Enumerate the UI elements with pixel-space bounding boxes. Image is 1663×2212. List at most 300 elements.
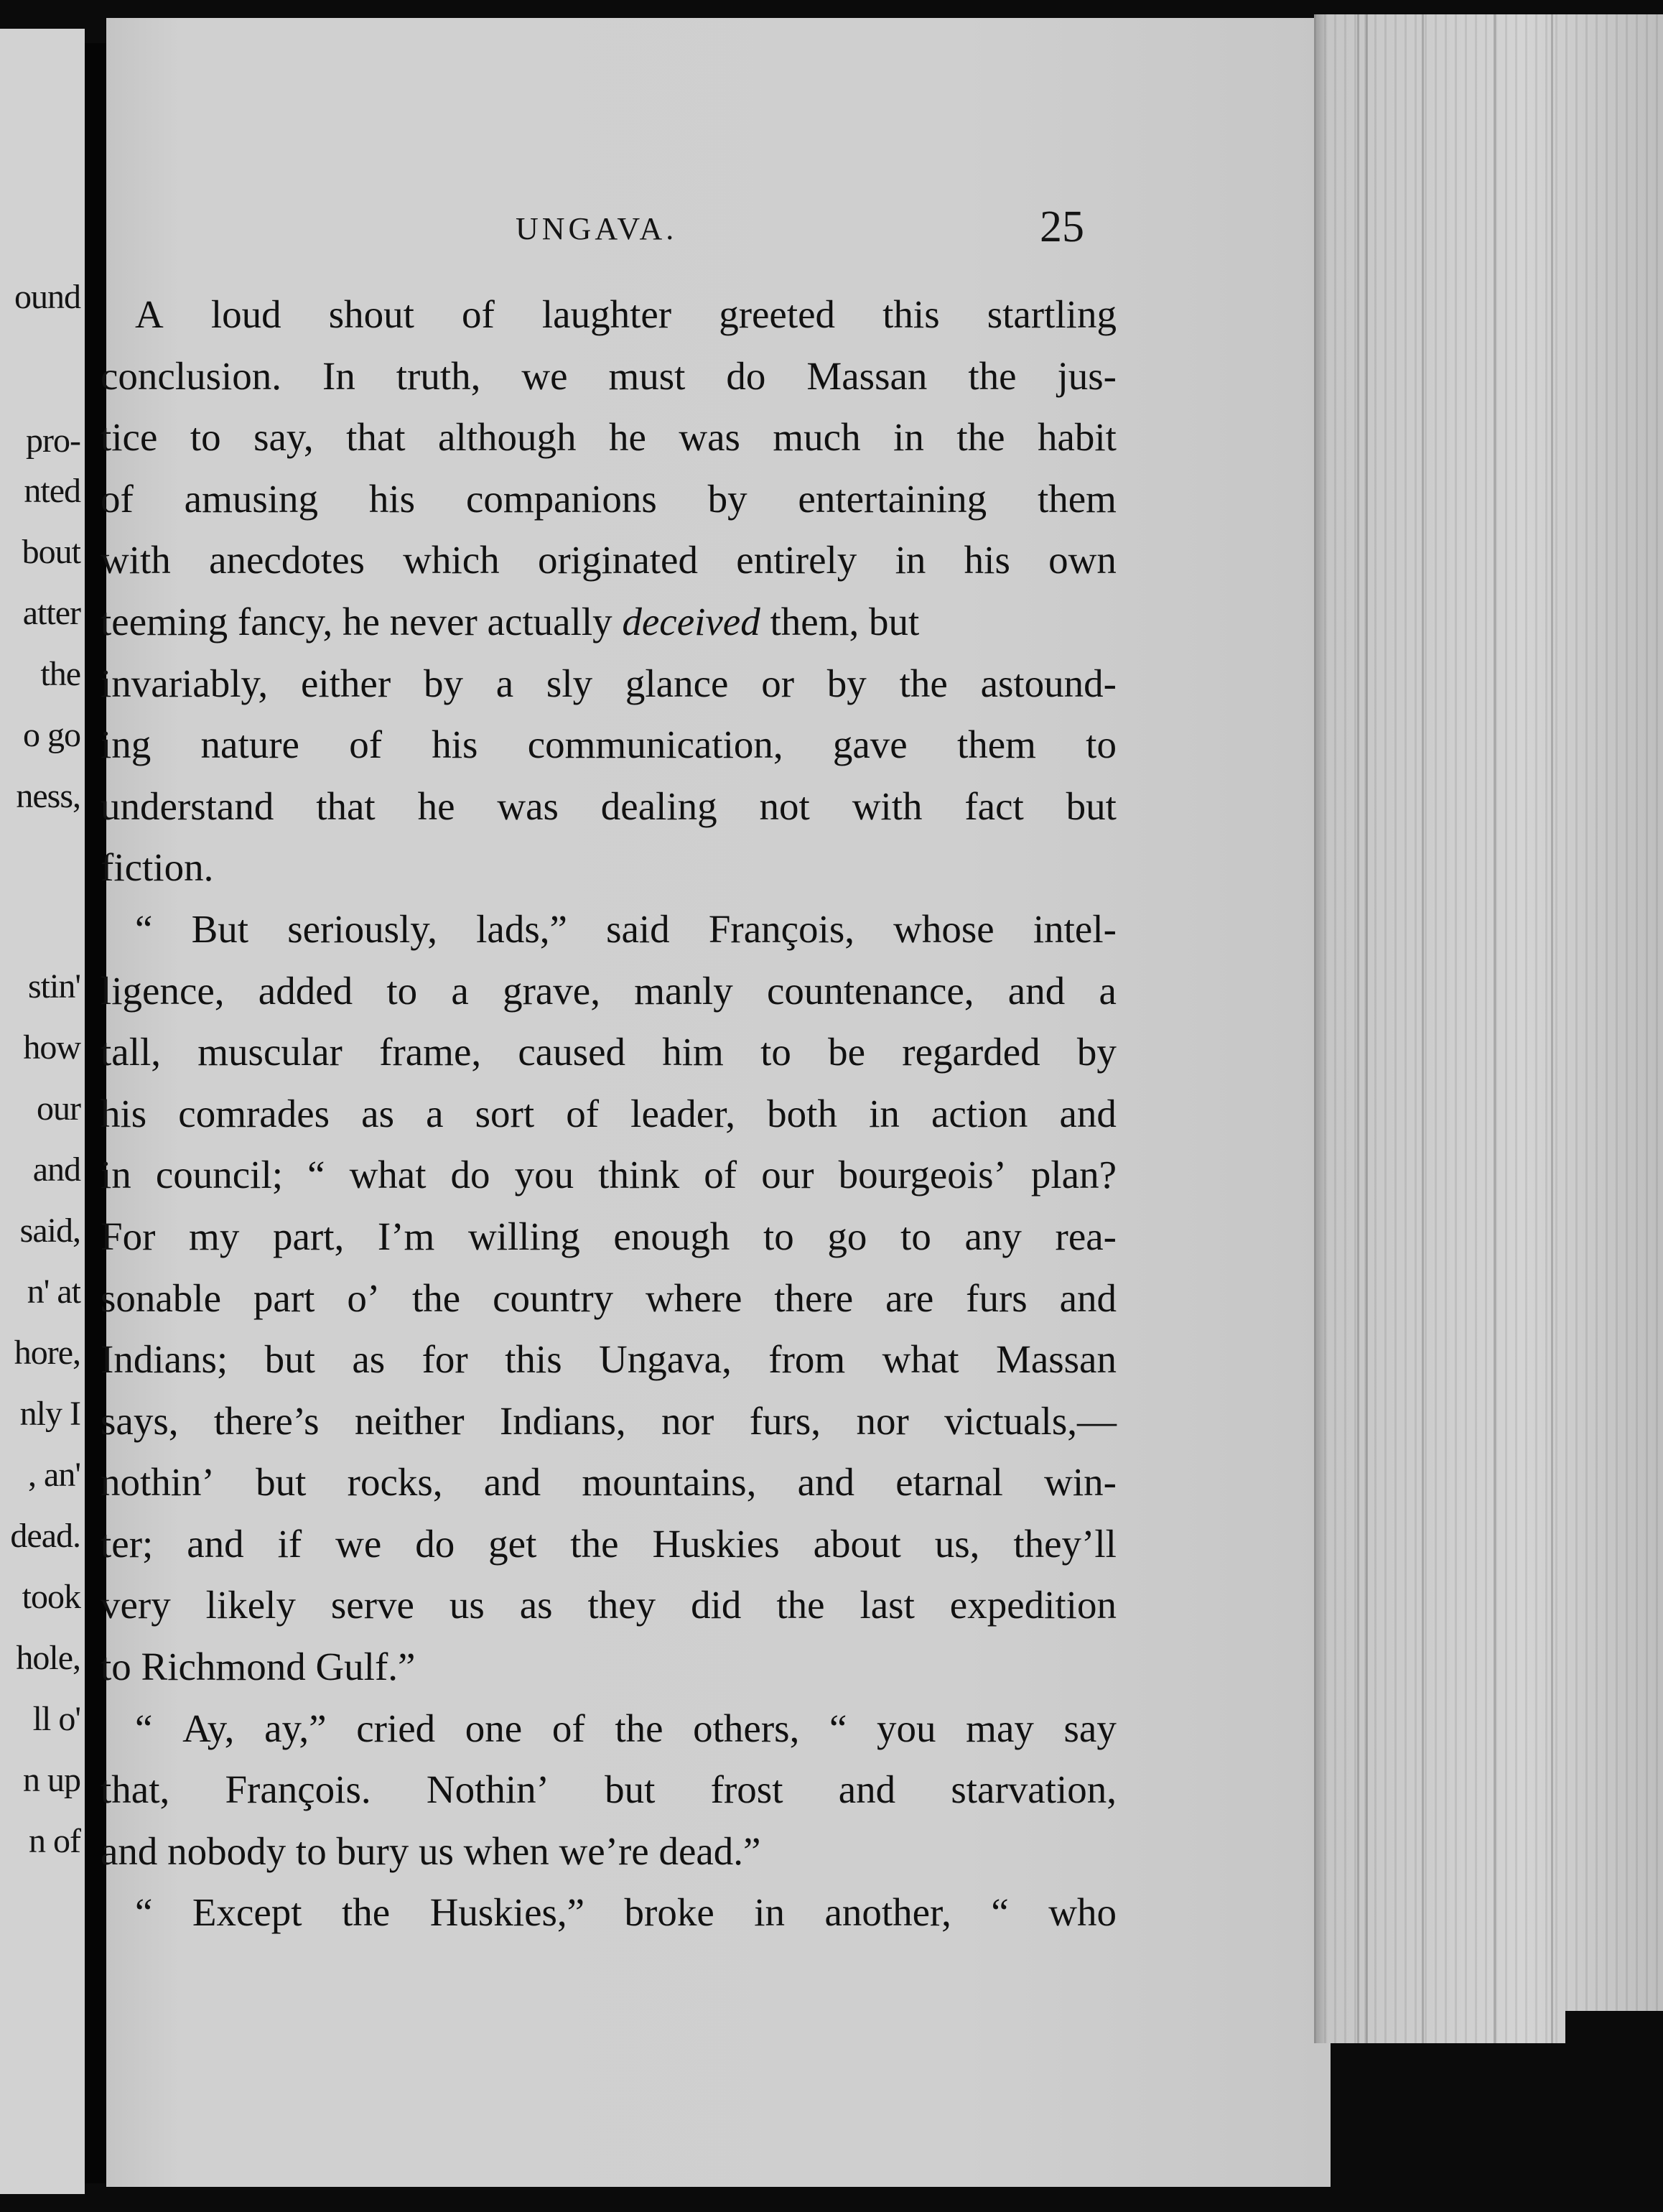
- word: furs,: [749, 1398, 821, 1443]
- word: Indians;: [101, 1337, 228, 1382]
- word: likely: [205, 1583, 296, 1627]
- text-content: fiction.: [101, 845, 214, 890]
- word: cried: [356, 1706, 436, 1750]
- word: sly: [546, 661, 593, 705]
- word: this: [505, 1337, 562, 1382]
- text-content: [101, 776, 1117, 837]
- word: broke: [624, 1890, 714, 1935]
- word: in: [895, 538, 926, 582]
- previous-page-fragment: dead.: [10, 1517, 80, 1555]
- word: In: [322, 353, 355, 398]
- word: rea-: [1055, 1214, 1117, 1258]
- text-content: [135, 1882, 1117, 1943]
- word: our: [761, 1153, 814, 1197]
- word: he: [417, 784, 455, 828]
- word: the: [342, 1890, 391, 1935]
- word: anecdotes: [209, 538, 365, 582]
- word: says,: [101, 1398, 179, 1443]
- text-line: [101, 1329, 1117, 1390]
- word: understand: [101, 784, 274, 828]
- word: action: [931, 1091, 1028, 1135]
- word: that: [346, 415, 406, 460]
- word: others,: [693, 1706, 800, 1750]
- word: startling: [987, 292, 1117, 336]
- text-line: [101, 1698, 1117, 1760]
- word: regarded: [902, 1030, 1040, 1074]
- previous-page-fragment: nted: [24, 472, 80, 510]
- word: grave,: [503, 968, 600, 1013]
- word: part,: [272, 1214, 345, 1258]
- previous-page-fragment: o go: [23, 716, 80, 754]
- word: a: [426, 1091, 444, 1135]
- word: Ungava,: [599, 1337, 732, 1382]
- word: much: [773, 415, 861, 460]
- word: was: [679, 415, 740, 460]
- word: he: [608, 415, 646, 460]
- text-content: [101, 1021, 1117, 1083]
- word: if: [277, 1521, 302, 1566]
- word: or: [761, 661, 795, 705]
- running-title: UNGAVA.: [516, 211, 678, 246]
- word: starvation,: [951, 1767, 1117, 1812]
- word: but: [605, 1767, 656, 1812]
- word: enough: [613, 1214, 730, 1258]
- word: plan?: [1030, 1153, 1117, 1197]
- word: one: [465, 1706, 523, 1750]
- word: manly: [634, 968, 733, 1013]
- previous-page-fragment: how: [23, 1028, 80, 1066]
- word: in: [101, 1153, 131, 1197]
- word: that: [316, 784, 376, 828]
- word: us: [449, 1583, 485, 1627]
- word: sort: [475, 1091, 535, 1135]
- word: and: [483, 1460, 541, 1505]
- word: “: [991, 1890, 1009, 1935]
- text-line: [101, 714, 1117, 776]
- word: what: [349, 1153, 427, 1197]
- word: countenance,: [766, 968, 974, 1013]
- word: a: [495, 661, 514, 705]
- text-line: [101, 960, 1117, 1022]
- word: Huskies: [652, 1521, 780, 1566]
- word: bourgeois’: [838, 1153, 1007, 1197]
- word: o’: [347, 1275, 381, 1320]
- previous-page-fragment: stin': [28, 967, 80, 1005]
- word: serve: [330, 1583, 414, 1627]
- word: laughter: [541, 292, 672, 336]
- word: tice: [101, 415, 158, 460]
- word: furs: [966, 1275, 1028, 1320]
- word: But: [191, 906, 249, 951]
- word: mountains,: [582, 1460, 757, 1505]
- text-line: [101, 1021, 1117, 1083]
- word: habit: [1037, 415, 1117, 460]
- word: go: [827, 1214, 867, 1258]
- word: Nothin’: [426, 1767, 549, 1812]
- word: and: [187, 1521, 244, 1566]
- word: astound-: [980, 661, 1117, 705]
- word: as: [519, 1583, 553, 1627]
- text-content: [135, 284, 1117, 345]
- word: whose: [893, 906, 994, 951]
- text-content: [101, 653, 1117, 715]
- word: intel-: [1033, 906, 1117, 951]
- word: although: [438, 415, 577, 460]
- page-edges-stack: [1314, 14, 1663, 2043]
- word: but: [1066, 784, 1117, 828]
- text-content: [135, 898, 1117, 960]
- word: fact: [964, 784, 1024, 828]
- word: ligence,: [101, 968, 225, 1013]
- word: own: [1048, 538, 1117, 582]
- word: may: [966, 1706, 1034, 1750]
- word: with: [852, 784, 923, 828]
- text-content: [101, 1513, 1117, 1575]
- word: and: [838, 1767, 896, 1812]
- word: by: [1076, 1030, 1117, 1074]
- text-segment: teeming fancy, he never actually: [101, 599, 623, 643]
- text-content: [101, 529, 1117, 591]
- word: Huskies,”: [429, 1890, 585, 1935]
- text-line: [101, 898, 1117, 960]
- text-content: [101, 714, 1117, 776]
- word: of: [566, 1091, 600, 1135]
- text-segment: them, but: [760, 599, 920, 643]
- previous-page-fragment: nly I: [19, 1395, 80, 1433]
- text-content: [101, 1144, 1117, 1206]
- word: from: [768, 1337, 846, 1382]
- italic-emphasis: deceived: [622, 599, 760, 643]
- word: as: [352, 1337, 386, 1382]
- word: there: [774, 1275, 854, 1320]
- word: but: [256, 1460, 307, 1505]
- text-line: [101, 284, 1117, 345]
- text-content: [101, 1390, 1117, 1452]
- word: neither: [354, 1398, 465, 1443]
- text-content: [135, 1698, 1117, 1760]
- text-line: [101, 776, 1117, 837]
- word: council;: [155, 1153, 284, 1197]
- text-line: [101, 406, 1117, 468]
- text-line: [101, 653, 1117, 715]
- word: must: [608, 353, 686, 398]
- word: very: [101, 1583, 171, 1627]
- word: originated: [537, 538, 698, 582]
- word: what: [882, 1337, 959, 1382]
- page-number: 25: [1040, 203, 1084, 251]
- word: truth,: [396, 353, 481, 398]
- previous-page-fragment: n up: [23, 1761, 80, 1799]
- word: part: [253, 1275, 315, 1320]
- word: both: [767, 1091, 837, 1135]
- word: ing: [101, 722, 152, 767]
- text-line: [101, 345, 1117, 407]
- book-page: [101, 18, 1331, 2187]
- word: the: [968, 353, 1017, 398]
- word: to: [900, 1214, 931, 1258]
- word: his: [964, 538, 1010, 582]
- word: the: [899, 661, 948, 705]
- previous-page-fragment: n of: [29, 1822, 80, 1860]
- word: Ay,: [182, 1706, 235, 1750]
- text-line: [101, 1083, 1117, 1145]
- previous-page-fragment: our: [37, 1089, 80, 1128]
- word: but: [264, 1337, 315, 1382]
- word: country: [493, 1275, 614, 1320]
- word: ay,”: [264, 1706, 327, 1750]
- previous-page-fragment: pro-: [26, 422, 80, 460]
- word: conclusion.: [101, 353, 282, 398]
- word: lads,”: [476, 906, 567, 951]
- word: a: [451, 968, 469, 1013]
- word: and: [1059, 1275, 1117, 1320]
- word: that,: [101, 1767, 170, 1812]
- word: nor: [856, 1398, 909, 1443]
- word: For: [101, 1214, 156, 1258]
- text-content: [101, 1329, 1117, 1390]
- word: any: [964, 1214, 1022, 1258]
- word: of: [101, 476, 134, 521]
- text-line: [101, 468, 1117, 530]
- previous-page-fragment: , an': [28, 1456, 80, 1494]
- previous-page-fragment: hore,: [14, 1334, 80, 1372]
- word: sonable: [101, 1275, 222, 1320]
- word: amusing: [184, 476, 319, 521]
- word: invariably,: [101, 661, 269, 705]
- text-content: [101, 468, 1117, 530]
- previous-page-fragment: atter: [22, 594, 80, 632]
- word: do: [726, 353, 766, 398]
- text-content: [101, 345, 1117, 407]
- text-content: [101, 1759, 1117, 1821]
- word: frost: [710, 1767, 783, 1812]
- word: jus-: [1057, 353, 1117, 398]
- word: dealing: [600, 784, 717, 828]
- word: expedition: [949, 1583, 1117, 1627]
- text-line: [101, 837, 1117, 898]
- word: another,: [824, 1890, 951, 1935]
- word: did: [691, 1583, 742, 1627]
- word: said: [606, 906, 670, 951]
- word: tall,: [101, 1030, 162, 1074]
- text-content: [101, 1206, 1117, 1268]
- word: added: [258, 968, 353, 1013]
- word: and: [1059, 1091, 1117, 1135]
- word: rocks,: [347, 1460, 443, 1505]
- previous-page-fragment: said,: [19, 1212, 80, 1250]
- text-line: [101, 1821, 1117, 1882]
- text-line: [101, 1268, 1117, 1329]
- word: do: [450, 1153, 490, 1197]
- running-head: [106, 203, 1331, 261]
- text-content: [101, 960, 1117, 1022]
- word: you: [514, 1153, 574, 1197]
- word: etarnal: [895, 1460, 1003, 1505]
- text-line: [101, 1451, 1117, 1513]
- word: for: [421, 1337, 468, 1382]
- text-line: [101, 1206, 1117, 1268]
- word: in: [893, 415, 924, 460]
- word: and: [1007, 968, 1066, 1013]
- word: comrades: [178, 1091, 330, 1135]
- word: in: [754, 1890, 785, 1935]
- word: Massan: [806, 353, 928, 398]
- text-line: [101, 1144, 1117, 1206]
- text-line: [101, 1513, 1117, 1575]
- text-content: [101, 1268, 1117, 1329]
- word: about: [813, 1521, 901, 1566]
- word: where: [646, 1275, 742, 1320]
- word: to: [190, 415, 221, 460]
- word: nor: [661, 1398, 714, 1443]
- word: are: [885, 1275, 934, 1320]
- word: Indians,: [499, 1398, 626, 1443]
- previous-page-fragment: n' at: [27, 1273, 80, 1311]
- word: greeted: [719, 292, 836, 336]
- text-content: [101, 1451, 1117, 1513]
- word: victuals,—: [944, 1398, 1117, 1443]
- word: entertaining: [798, 476, 987, 521]
- word: in: [869, 1091, 900, 1135]
- text-content: and nobody to bury us when we’re dead.”: [101, 1828, 761, 1873]
- word: François,: [708, 906, 854, 951]
- word: them: [1037, 476, 1117, 521]
- word: them: [956, 722, 1036, 767]
- word: you: [877, 1706, 936, 1750]
- previous-page-fragment: ound: [14, 278, 80, 316]
- text-line: [101, 1390, 1117, 1452]
- word: I’m: [377, 1214, 435, 1258]
- word: nothin’: [101, 1460, 215, 1505]
- word: gave: [832, 722, 908, 767]
- word: by: [826, 661, 867, 705]
- word: ter;: [101, 1521, 154, 1566]
- word: “: [307, 1153, 325, 1197]
- word: say,: [253, 415, 314, 460]
- text-content: to Richmond Gulf.”: [101, 1645, 416, 1689]
- word: seriously,: [287, 906, 437, 951]
- word: companions: [465, 476, 657, 521]
- word: the: [570, 1521, 619, 1566]
- word: to: [760, 1030, 791, 1074]
- word: was: [497, 784, 559, 828]
- word: a: [1099, 968, 1117, 1013]
- word: say: [1063, 1706, 1117, 1750]
- word: of: [551, 1706, 585, 1750]
- word: this: [882, 292, 940, 336]
- word: us,: [934, 1521, 980, 1566]
- word: him: [662, 1030, 724, 1074]
- word: shout: [328, 292, 414, 336]
- word: with: [101, 538, 171, 582]
- word: “: [829, 1706, 847, 1750]
- previous-page-fragment: took: [22, 1578, 80, 1616]
- word: his: [101, 1091, 147, 1135]
- word: not: [759, 784, 810, 828]
- word: do: [415, 1521, 455, 1566]
- word: François.: [225, 1767, 371, 1812]
- word: willing: [467, 1214, 580, 1258]
- text-content: [101, 406, 1117, 468]
- word: communication,: [527, 722, 783, 767]
- word: muscular: [197, 1030, 343, 1074]
- word: we: [521, 353, 568, 398]
- text-line: [101, 529, 1117, 591]
- word: either: [300, 661, 391, 705]
- previous-page-fragment: ness,: [16, 777, 80, 815]
- word: frame,: [379, 1030, 482, 1074]
- word: be: [828, 1030, 866, 1074]
- word: win-: [1044, 1460, 1117, 1505]
- word: to: [763, 1214, 794, 1258]
- word: the: [615, 1706, 663, 1750]
- word: my: [189, 1214, 240, 1258]
- word: by: [423, 661, 463, 705]
- previous-page-fragment: ll o': [32, 1700, 80, 1738]
- scan-background-corner: [1565, 2011, 1663, 2212]
- word: the: [412, 1275, 461, 1320]
- previous-page-fragment: bout: [22, 533, 80, 571]
- previous-page-edge: [0, 29, 85, 2194]
- word: and: [797, 1460, 854, 1505]
- word: the: [956, 415, 1005, 460]
- word: last: [860, 1583, 915, 1627]
- word: A: [135, 292, 164, 336]
- word: nature: [200, 722, 299, 767]
- word: we: [335, 1521, 382, 1566]
- text-line: [101, 1574, 1117, 1636]
- text-line: [101, 1759, 1117, 1821]
- word: they: [587, 1583, 656, 1627]
- word: “: [135, 1706, 153, 1750]
- word: “: [135, 906, 153, 951]
- word: leader,: [630, 1091, 736, 1135]
- text-line: [101, 1636, 1117, 1698]
- word: as: [361, 1091, 394, 1135]
- previous-page-fragment: hole,: [16, 1639, 80, 1677]
- word: of: [349, 722, 383, 767]
- word: his: [368, 476, 416, 521]
- word: get: [488, 1521, 537, 1566]
- word: of: [704, 1153, 737, 1197]
- text-line: [101, 1882, 1117, 1943]
- previous-page-fragment: the: [40, 655, 80, 693]
- text-content: [101, 1083, 1117, 1145]
- word: his: [432, 722, 478, 767]
- word: glance: [625, 661, 729, 705]
- word: caused: [518, 1030, 626, 1074]
- word: think: [598, 1153, 680, 1197]
- word: who: [1048, 1890, 1117, 1935]
- word: entirely: [736, 538, 857, 582]
- word: “: [135, 1890, 153, 1935]
- text-content: [101, 1574, 1117, 1636]
- word: to: [1086, 722, 1117, 767]
- word: Massan: [995, 1337, 1117, 1382]
- word: they’ll: [1013, 1521, 1117, 1566]
- word: there’s: [213, 1398, 320, 1443]
- word: of: [461, 292, 495, 336]
- word: the: [776, 1583, 825, 1627]
- previous-page-fragment: and: [32, 1151, 80, 1189]
- word: by: [707, 476, 747, 521]
- body-text: [101, 284, 1117, 1943]
- text-line: [101, 591, 1117, 653]
- word: Except: [192, 1890, 302, 1935]
- word: to: [386, 968, 418, 1013]
- word: which: [403, 538, 500, 582]
- word: loud: [210, 292, 281, 336]
